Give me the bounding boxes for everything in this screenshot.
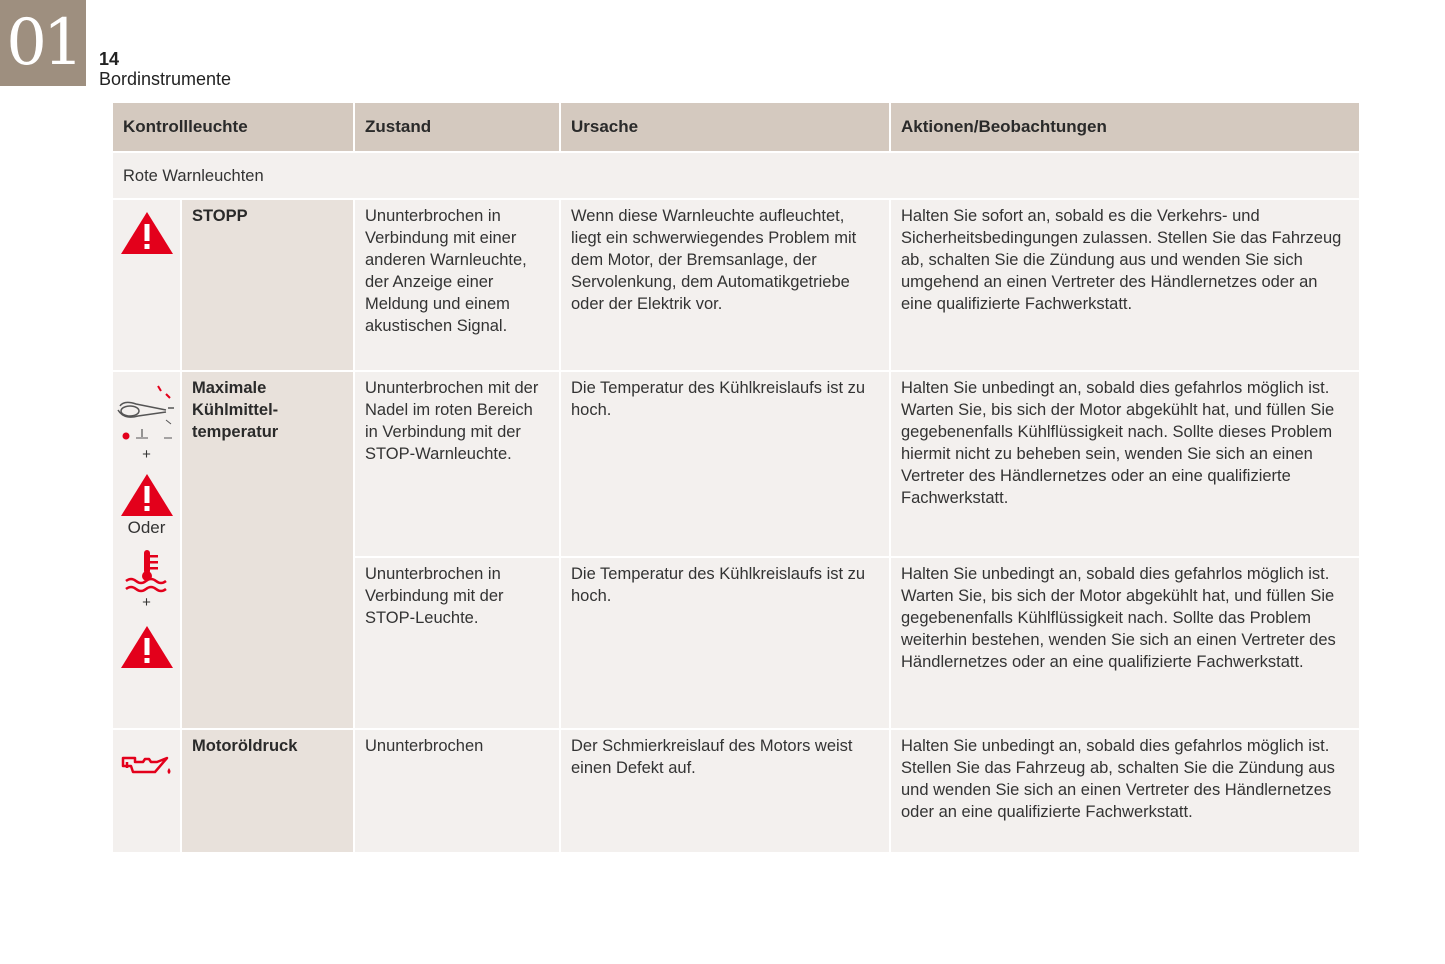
page-number: 14 [99, 49, 120, 69]
temperature-gauge-icon [116, 380, 178, 446]
cause-stop: Wenn diese Warnleuchte aufleuchtet, liegt ein schwerwiegendes Problem mit dem Motor, der Bremsanlage, der Servolenkung, dem Automatikgetriebe oder der Elektrik vor. [561, 200, 889, 370]
action-stop-lead: Halten Sie sofort an, sobald es die Verkehrs- und Sicherheitsbedingungen zulassen. [901, 207, 1260, 247]
column-header-actions: Aktionen/Beobachtungen [891, 103, 1359, 151]
plus-label-1: + [142, 446, 151, 463]
icon-cell-stop [113, 200, 180, 370]
warning-triangle-icon [119, 210, 175, 256]
icon-cell-oil [113, 730, 180, 852]
section-label: Rote Warnleuchten [113, 153, 1359, 198]
warning-light-name-stop: STOPP [182, 200, 353, 370]
state-stop: Ununterbrochen in Verbindung mit einer anderen Warnleuchte, der Anzeige einer Meldung und einem akustischen Signal. [355, 200, 559, 370]
warning-triangle-icon [119, 472, 175, 518]
action-coolant-gauge: Halten Sie unbedingt an, sobald dies gefahrlos möglich ist. Warten Sie, bis sich der Motor abgekühlt hat, und füllen Sie gegebenenfalls Kühlflüssigkeit nach. Sollte dieses Problem hiermit nicht zu beheben sein, wenden Sie sich an einen Vertreter des Händlernetzes oder an eine qualifizierte Fachwerkstatt. [891, 372, 1359, 556]
action-coolant-light: Halten Sie unbedingt an, sobald dies gefahrlos möglich ist. Warten Sie, bis sich der Motor abgekühlt hat, und füllen Sie gegebenenfalls Kühlflüssigkeit nach. Sollte das Problem weiterhin bestehen, wenden Sie sich an einen Vertreter des Händlernetzes oder an eine qualifizierte Fachwerkstatt. [891, 558, 1359, 728]
state-oil: Ununterbrochen [355, 730, 559, 852]
warning-light-name-oil: Motoröldruck [182, 730, 353, 852]
or-label: Oder [127, 518, 166, 537]
section-title: Bordinstrumente [99, 69, 232, 89]
column-header-warning-light: Kontrollleuchte [113, 103, 353, 151]
state-coolant-gauge: Ununterbrochen mit der Nadel im roten Bereich in Verbindung mit der STOP-Warnleuchte. [355, 372, 559, 556]
icon-cell-coolant [113, 372, 180, 728]
warning-light-name-coolant: Maximale Kühlmittel-temperatur [182, 372, 353, 728]
column-header-state: Zustand [355, 103, 559, 151]
chapter-number: 01 [6, 6, 80, 80]
column-header-cause: Ursache [561, 103, 889, 151]
coolant-temperature-icon [123, 548, 171, 594]
action-stop [891, 200, 1359, 370]
action-oil: Halten Sie unbedingt an, sobald dies gefahrlos möglich ist. Stellen Sie das Fahrzeug ab, schalten Sie die Zündung aus und wenden Sie sich an einen Vertreter des Händlernetzes oder an eine qualifizierte Fachwerkstatt. [891, 730, 1359, 852]
cause-oil: Der Schmierkreislauf des Motors weist einen Defekt auf. [561, 730, 889, 852]
cause-coolant-gauge: Die Temperatur des Kühlkreislaufs ist zu hoch. [561, 372, 889, 556]
action-stop-text: Stellen Sie das Fahrzeug ab, schalten Sie die Zündung aus und wenden Sie sich umgehend an einen Vertreter des Händlernetzes oder an eine qualifizierte Fachwerkstatt. [901, 229, 1342, 313]
state-coolant-light: Ununterbrochen in Verbindung mit der STOP-Leuchte. [355, 558, 559, 728]
plus-label-2: + [142, 594, 151, 611]
chapter-tab [0, 0, 86, 86]
cause-coolant-light: Die Temperatur des Kühlkreislaufs ist zu hoch. [561, 558, 889, 728]
warning-triangle-icon [119, 624, 175, 670]
oil-can-icon [119, 752, 175, 778]
